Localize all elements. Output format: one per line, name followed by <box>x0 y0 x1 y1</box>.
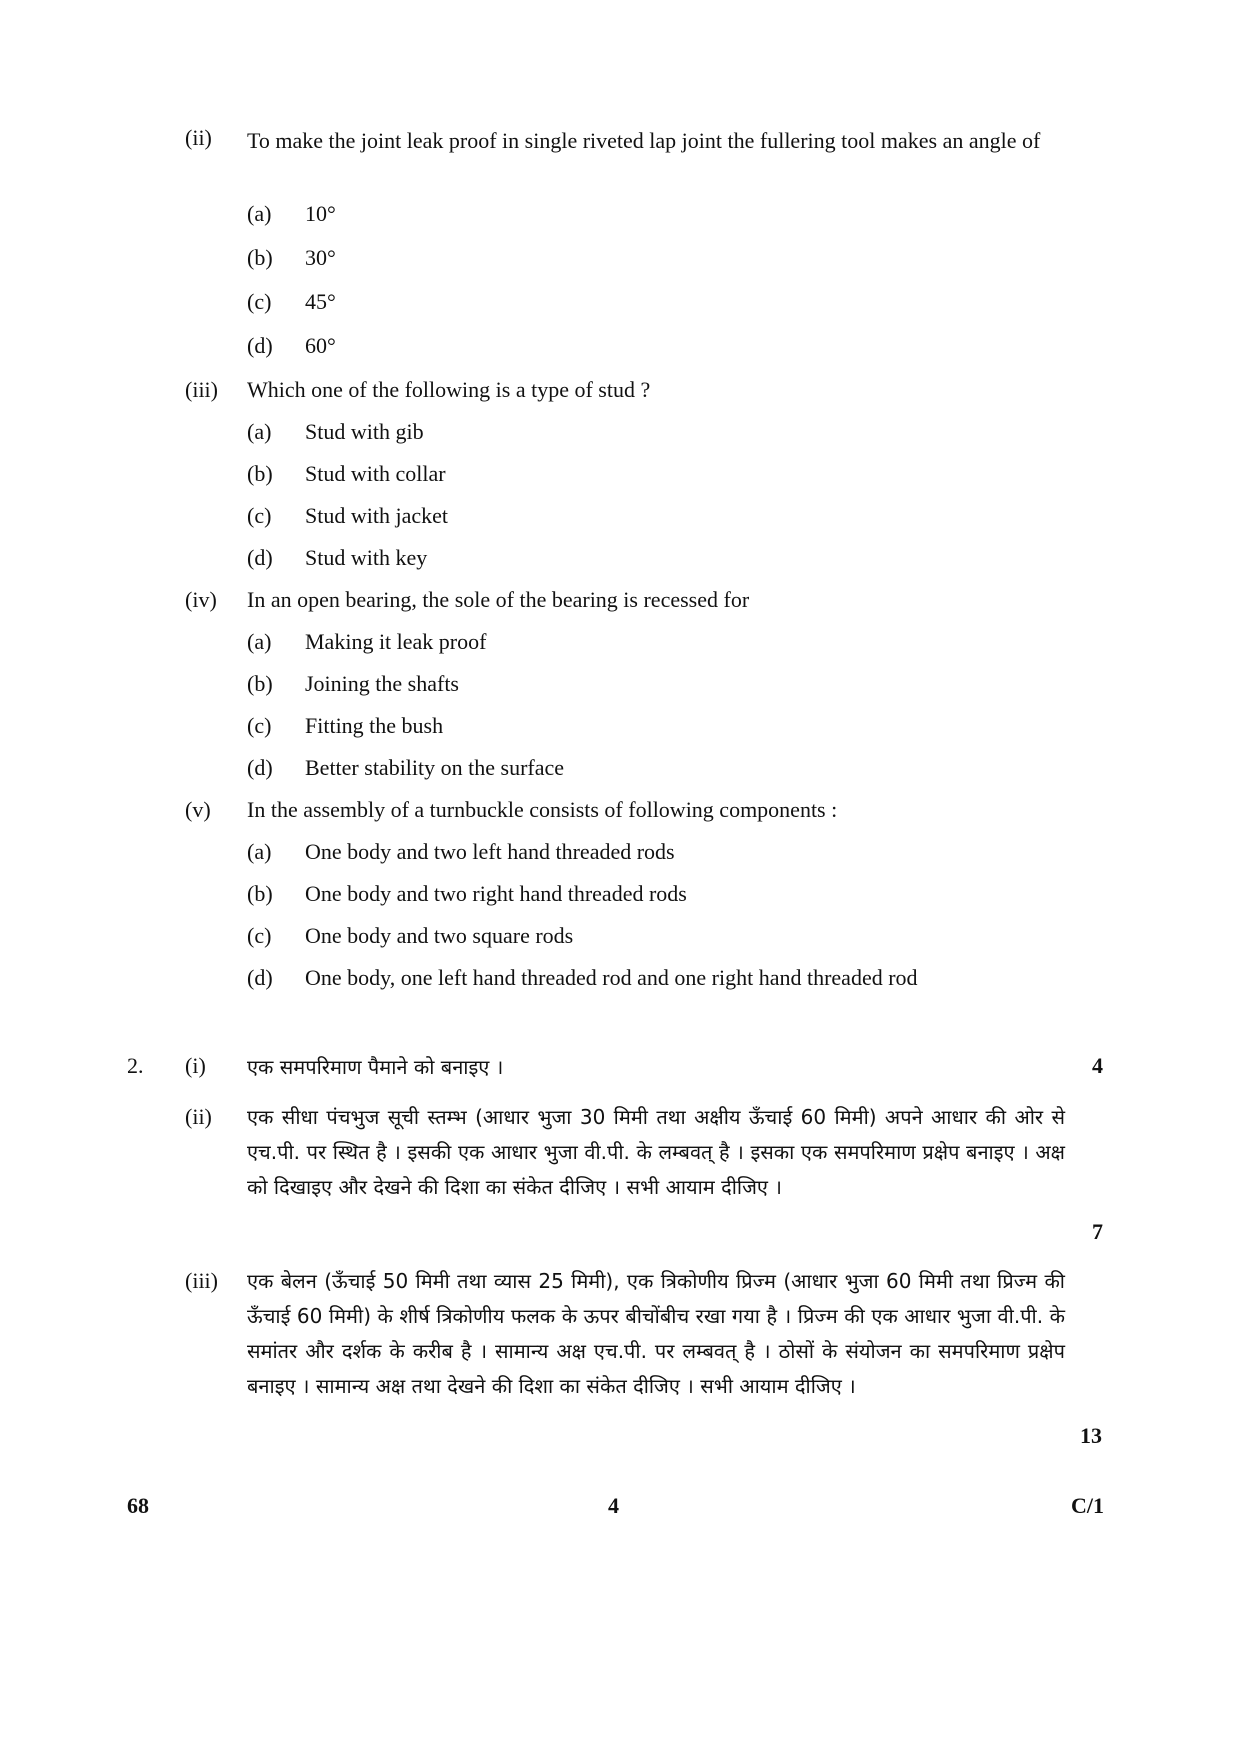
option-label: (a) <box>247 629 272 654</box>
option-label: (a) <box>247 201 272 226</box>
option-label: (c) <box>247 713 272 738</box>
part-text-hindi: एक सीधा पंचभुज सूची स्तम्भ (आधार भुजा 30 मिमी तथा अक्षीय ऊँचाई 60 मिमी) अपने आधार की ओर से एच.पी. पर स्थित है । इसकी एक आधार भुजा वी.पी. के लम्बवत् है । इसका एक समपरिमाण प्रक्षेप बनाइए । अक्ष को दिखाइए और देखने की दिशा का संकेत दीजिए । सभी आयाम दीजिए । <box>247 1105 1065 1199</box>
question-number: (v) <box>185 797 211 822</box>
marks: 7 <box>1092 1219 1103 1244</box>
option-label: (d) <box>247 965 273 990</box>
option-text: Stud with jacket <box>305 503 448 528</box>
option-text: One body and two right hand threaded rods <box>305 881 687 906</box>
question-text: Which one of the following is a type of stud ? <box>247 377 651 402</box>
option-text: 60° <box>305 333 336 358</box>
option-label: (b) <box>247 881 273 906</box>
question-number: (iv) <box>185 587 217 612</box>
part-number: (i) <box>185 1053 206 1078</box>
option-label: (b) <box>247 461 273 486</box>
page-number: 4 <box>608 1493 619 1518</box>
option-label: (c) <box>247 289 272 314</box>
marks: 13 <box>1080 1423 1102 1448</box>
option-label: (c) <box>247 923 272 948</box>
option-label: (b) <box>247 671 273 696</box>
part-number: (iii) <box>185 1268 218 1293</box>
option-text: Stud with collar <box>305 461 446 486</box>
footer-set: C/1 <box>1071 1493 1104 1518</box>
option-label: (c) <box>247 503 272 528</box>
part-text-hindi: एक बेलन (ऊँचाई 50 मिमी तथा व्यास 25 मिमी), एक त्रिकोणीय प्रिज्म (आधार भुजा 60 मिमी तथा प्रिज्म की ऊँचाई 60 मिमी) के शीर्ष त्रिकोणीय फलक के ऊपर बीचोंबीच रखा गया है । प्रिज्म की एक आधार भुजा वी.पी. के समांतर और दर्शक के करीब है । सामान्य अक्ष एच.पी. पर लम्बवत् है । ठोसों के संयोजन का समपरिमाण प्रक्षेप बनाइए । सामान्य अक्ष तथा देखने की दिशा का संकेत दीजिए । सभी आयाम दीजिए । <box>247 1269 1065 1398</box>
option-text: Fitting the bush <box>305 713 444 738</box>
part-text-hindi: एक समपरिमाण पैमाने को बनाइए । <box>247 1055 504 1079</box>
question-text: In an open bearing, the sole of the bearing is recessed for <box>247 587 750 612</box>
option-text: Joining the shafts <box>305 671 459 696</box>
option-text: 45° <box>305 289 336 314</box>
question-text: In the assembly of a turnbuckle consists of following components : <box>247 797 838 822</box>
option-text: 30° <box>305 245 336 270</box>
option-text: 10° <box>305 201 336 226</box>
option-text: Making it leak proof <box>305 629 487 654</box>
marks: 4 <box>1092 1053 1103 1078</box>
option-text: One body and two square rods <box>305 923 574 948</box>
footer-code: 68 <box>127 1493 149 1518</box>
option-text: One body, one left hand threaded rod and one right hand threaded rod <box>305 965 918 990</box>
question-text: To make the joint leak proof in single riveted lap joint the fullering tool makes an angle of <box>247 128 1041 153</box>
option-label: (d) <box>247 333 273 358</box>
question-number: (iii) <box>185 377 218 402</box>
question-number: (ii) <box>185 125 212 150</box>
option-label: (b) <box>247 245 273 270</box>
option-label: (d) <box>247 755 273 780</box>
option-label: (a) <box>247 419 272 444</box>
option-text: Stud with gib <box>305 419 424 444</box>
option-text: Better stability on the surface <box>305 755 565 780</box>
option-text: One body and two left hand threaded rods <box>305 839 675 864</box>
question-number: 2. <box>127 1053 144 1078</box>
part-number: (ii) <box>185 1104 212 1129</box>
option-label: (a) <box>247 839 272 864</box>
option-text: Stud with key <box>305 545 428 570</box>
option-label: (d) <box>247 545 273 570</box>
